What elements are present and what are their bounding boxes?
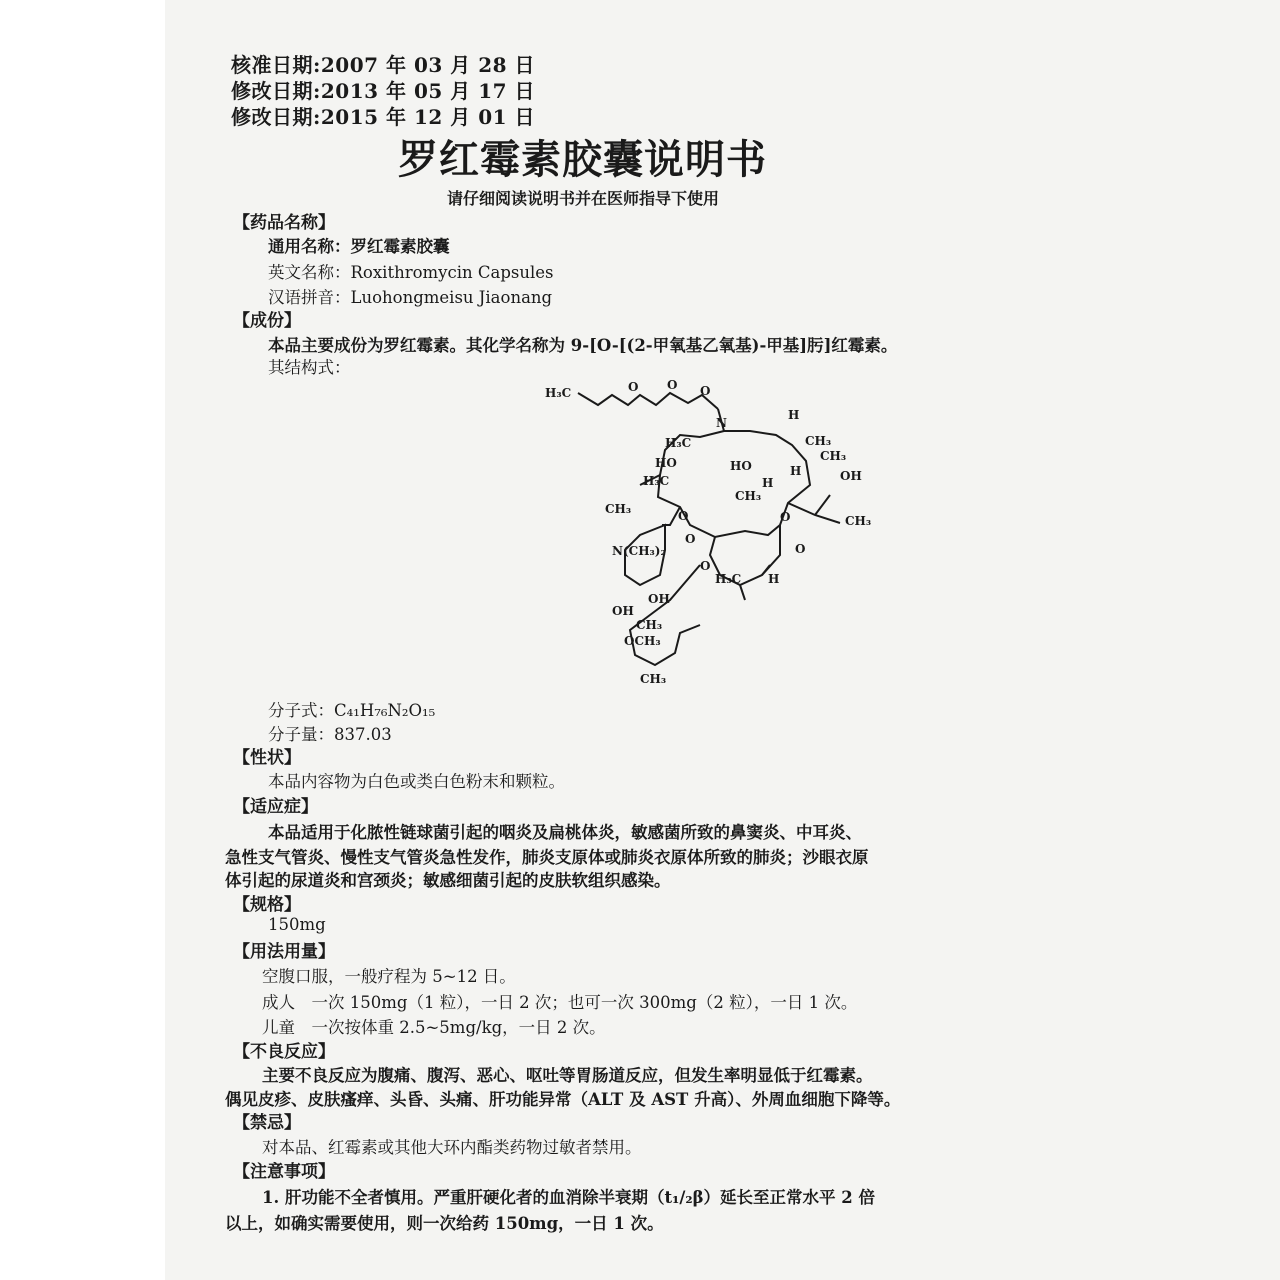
- adverse-line: 主要不良反应为腹痛、腹泻、恶心、呕吐等胃肠道反应，但发生率明显低于红霉素。: [262, 1066, 873, 1085]
- struct-atom: CH₃: [805, 434, 832, 448]
- indications-line: 本品适用于化脓性链球菌引起的咽炎及扁桃体炎，敏感菌所致的鼻窦炎、中耳炎、: [268, 823, 862, 842]
- struct-atom: OH: [612, 604, 634, 618]
- struct-atom: H: [790, 464, 802, 478]
- struct-atom: H: [762, 476, 774, 490]
- dosage-line: 空腹口服，一般疗程为 5~12 日。: [262, 967, 516, 986]
- struct-atom: H₃C: [643, 474, 670, 488]
- struct-atom: O: [780, 510, 791, 524]
- struct-atom: OCH₃: [624, 634, 661, 648]
- section-heading-contraindications: 【禁忌】: [233, 1113, 301, 1133]
- molecular-weight: 分子量：837.03: [268, 725, 392, 744]
- date-block: [231, 52, 535, 130]
- properties-text: 本品内容物为白色或类白色粉末和颗粒。: [268, 772, 565, 791]
- struct-atom: HO: [655, 456, 677, 470]
- structure-label: 其结构式：: [268, 358, 351, 377]
- struct-atom: N(CH₃)₂: [612, 544, 666, 558]
- pinyin-name: 汉语拼音：Luohongmeisu Jiaonang: [268, 288, 553, 307]
- document-subtitle: 请仔细阅读说明书并在医师指导下使用: [447, 189, 720, 208]
- indications-line: 体引起的尿道炎和宫颈炎；敏感细菌引起的皮肤软组织感染。: [225, 871, 671, 890]
- struct-atom: H₃C: [545, 386, 572, 400]
- struct-atom: O: [700, 384, 711, 398]
- struct-atom: OH: [840, 469, 862, 483]
- struct-atom: CH₃: [735, 489, 762, 503]
- section-heading-properties: 【性状】: [233, 748, 301, 768]
- section-heading-indications: 【适应症】: [233, 797, 318, 817]
- struct-atom: H₃C: [665, 436, 692, 450]
- struct-atom: O: [685, 532, 696, 546]
- struct-atom: CH₃: [640, 672, 667, 686]
- document-title: 罗红霉素胶囊说明书: [398, 136, 767, 183]
- molecular-formula: 分子式：C₄₁H₇₆N₂O₁₅: [268, 701, 436, 720]
- section-heading-spec: 【规格】: [233, 895, 301, 915]
- spec-text: 150mg: [268, 915, 326, 934]
- contraindications-text: 对本品、红霉素或其他大环内酯类药物过敏者禁用。: [262, 1138, 642, 1157]
- struct-atom: HO: [730, 459, 752, 473]
- indications-line: 急性支气管炎、慢性支气管炎急性发作，肺炎支原体或肺炎衣原体所致的肺炎；沙眼衣原: [225, 848, 869, 867]
- structural-formula: [540, 375, 900, 695]
- struct-atom: O: [700, 559, 711, 573]
- page-margin: [0, 0, 165, 1280]
- revision-date-2: 修改日期:2015 年 12 月 01 日: [231, 105, 536, 129]
- revision-date-1: 修改日期:2013 年 05 月 17 日: [231, 79, 536, 103]
- precautions-line: 以上，如确实需要使用，则一次给药 150mg，一日 1 次。: [225, 1214, 664, 1233]
- section-heading-adverse: 【不良反应】: [233, 1042, 335, 1062]
- struct-atom: H: [768, 572, 780, 586]
- adverse-line: 偶见皮疹、皮肤瘙痒、头昏、头痛、肝功能异常（ALT 及 AST 升高）、外周血细胞下降等。: [225, 1090, 901, 1109]
- section-heading-dosage: 【用法用量】: [233, 942, 335, 962]
- struct-atom: N: [716, 416, 727, 430]
- section-heading-composition: 【成份】: [233, 311, 301, 331]
- struct-atom: CH₃: [636, 618, 663, 632]
- approval-date: 核准日期:2007 年 03 月 28 日: [231, 53, 536, 77]
- generic-name: 通用名称：罗红霉素胶囊: [268, 237, 450, 256]
- struct-atom: CH₃: [820, 449, 847, 463]
- struct-atom: H: [788, 408, 800, 422]
- struct-atom: O: [667, 378, 678, 392]
- precautions-line: 1. 肝功能不全者慎用。严重肝硬化者的血消除半衰期（t₁/₂β）延长至正常水平 2 倍: [262, 1188, 875, 1207]
- struct-atom: OH: [648, 592, 670, 606]
- composition-text: 本品主要成份为罗红霉素。其化学名称为 9-[O-[(2-甲氧基乙氧基)-甲基]肟]红霉素。: [268, 336, 898, 355]
- struct-atom: CH₃: [845, 514, 872, 528]
- struct-atom: H₃C: [715, 572, 742, 586]
- english-name: 英文名称：Roxithromycin Capsules: [268, 263, 554, 282]
- struct-atom: O: [628, 380, 639, 394]
- struct-atom: CH₃: [605, 502, 632, 516]
- struct-atom: O: [678, 509, 689, 523]
- dosage-line: 成人 一次 150mg（1 粒），一日 2 次；也可一次 300mg（2 粒），一日 1 次。: [262, 993, 858, 1012]
- dosage-line: 儿童 一次按体重 2.5~5mg/kg，一日 2 次。: [262, 1018, 606, 1037]
- section-heading-precautions: 【注意事项】: [233, 1162, 335, 1182]
- section-heading-drug-name: 【药品名称】: [233, 213, 335, 233]
- struct-atom: O: [795, 542, 806, 556]
